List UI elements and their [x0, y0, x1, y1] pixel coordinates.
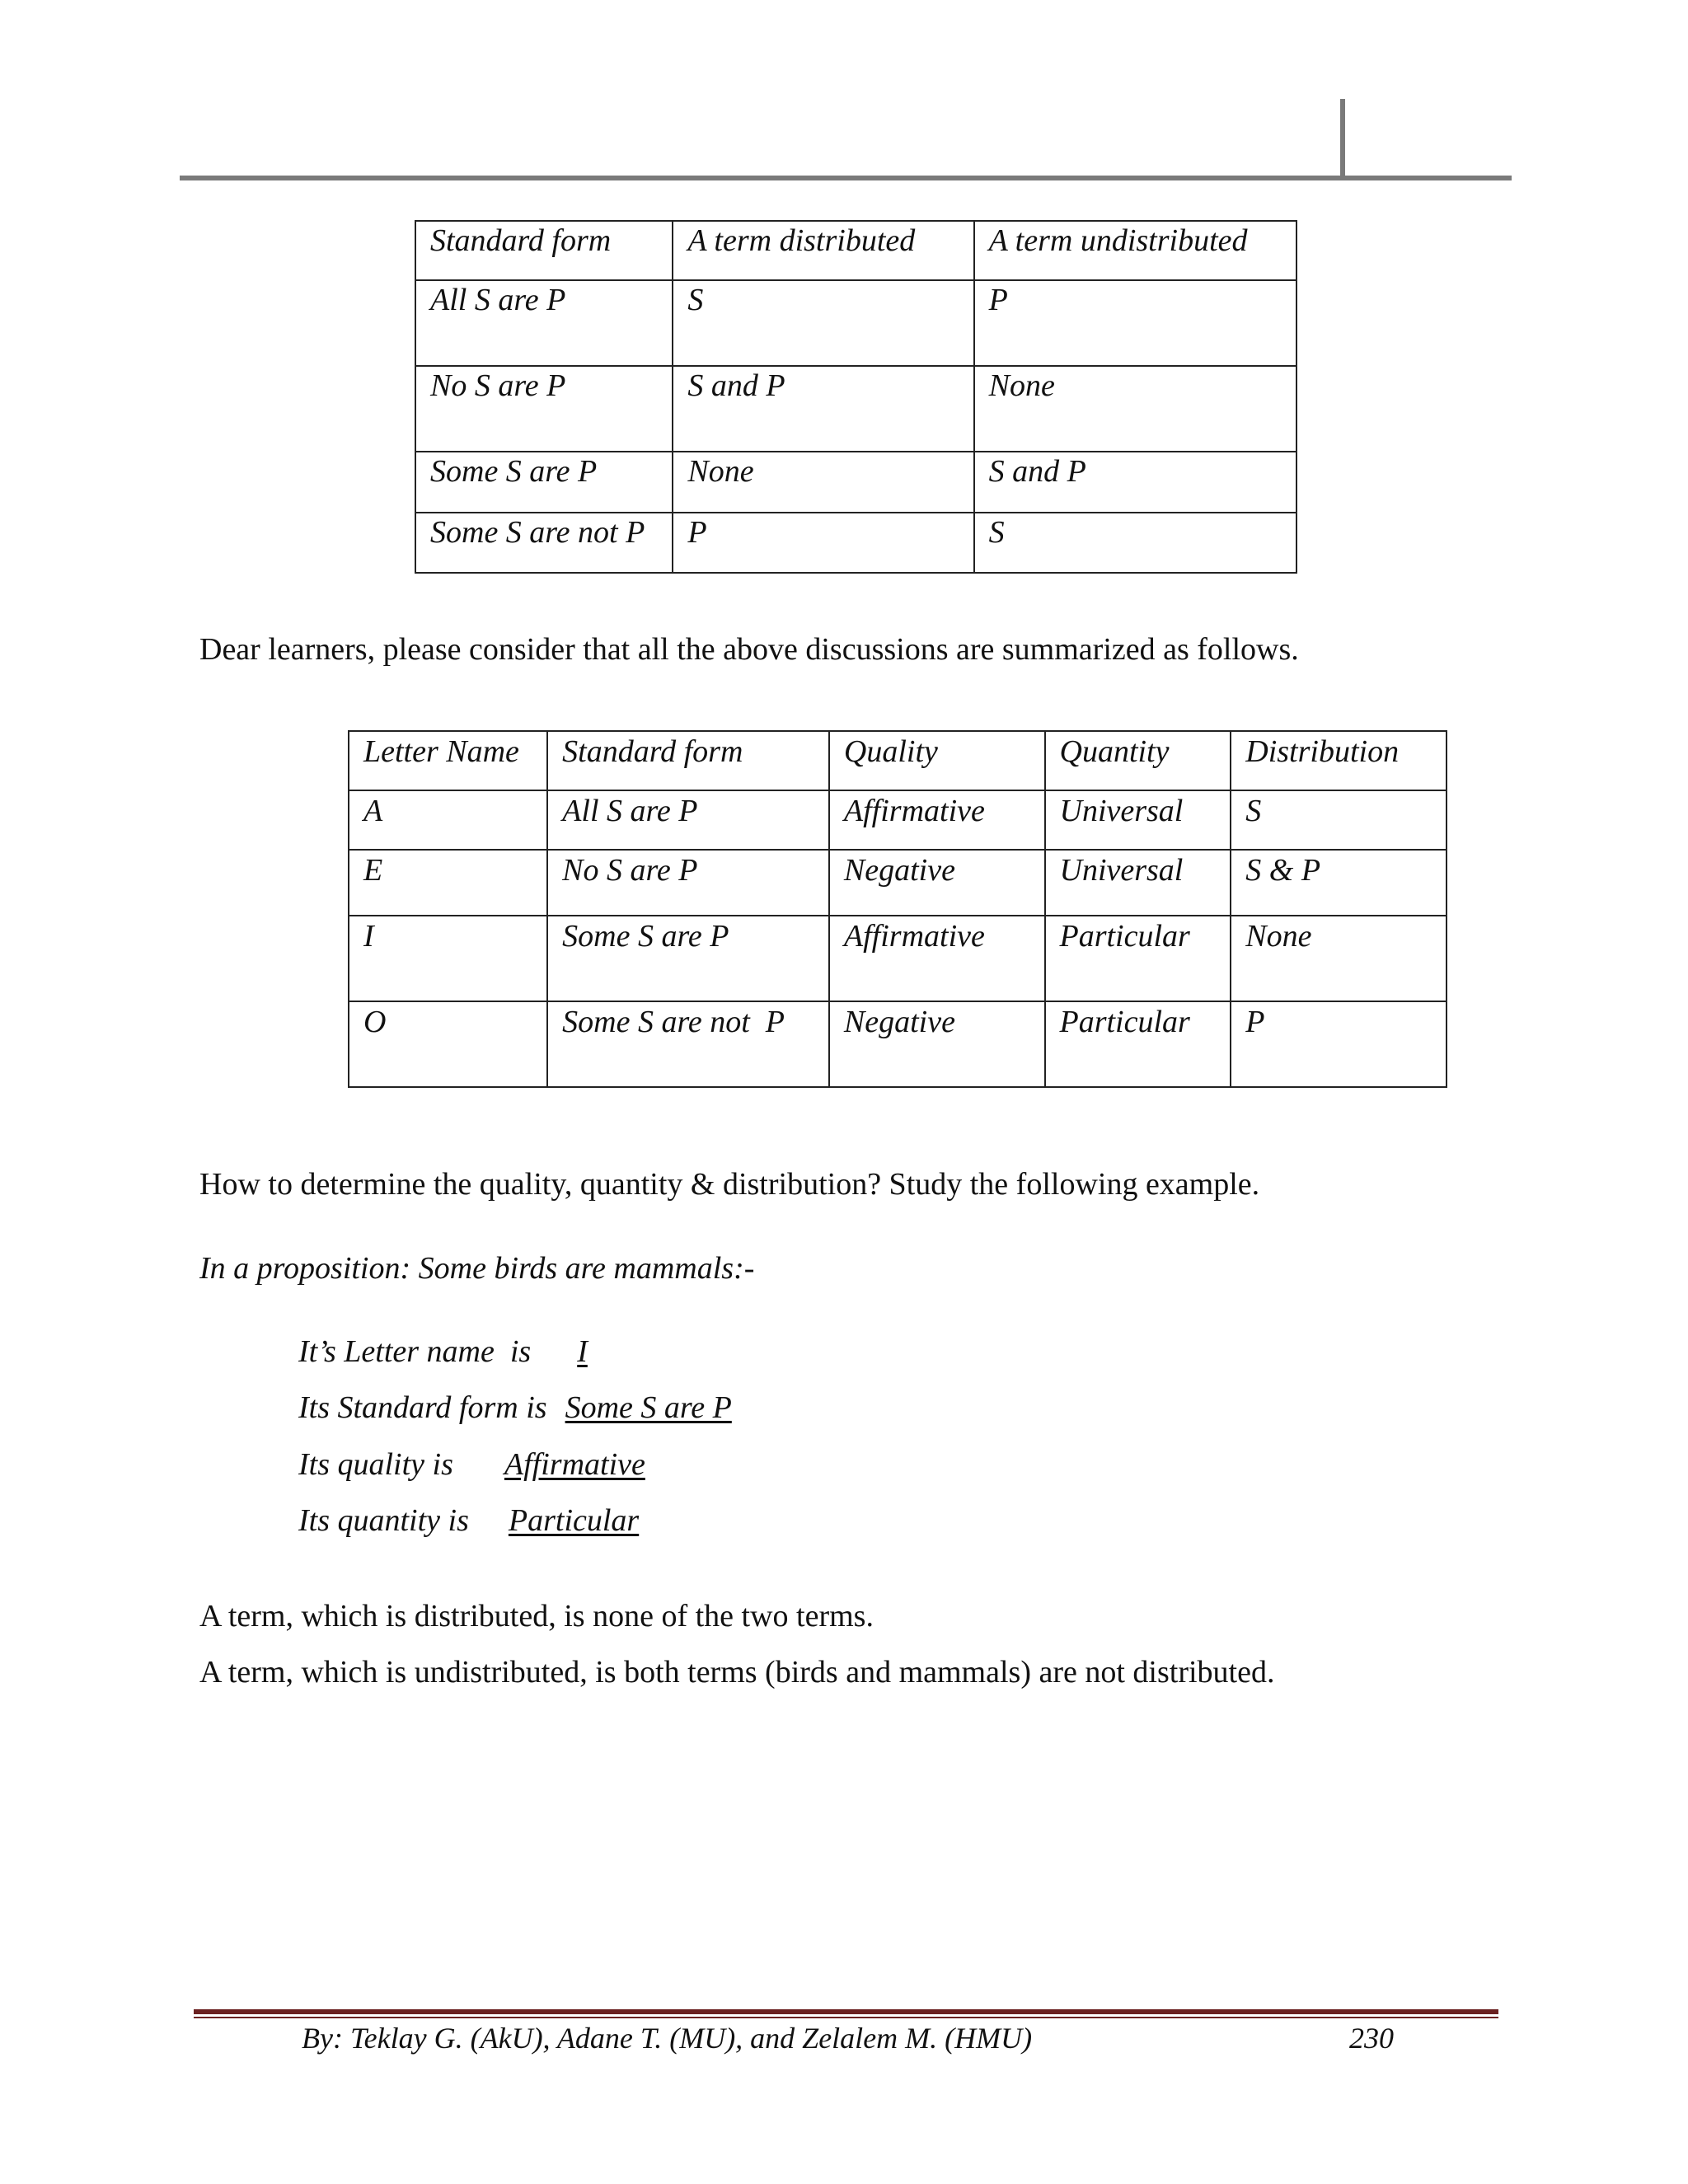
table-cell: S and P: [974, 452, 1296, 513]
question-text: How to determine the quality, quantity & distribution? Study the following example.: [199, 1167, 1260, 1202]
header-tick: [1340, 99, 1345, 180]
table-cell: Affirmative: [829, 916, 1045, 1001]
table-cell: None: [1231, 916, 1447, 1001]
table-row: [415, 280, 1296, 366]
table-cell: O: [349, 1001, 547, 1087]
example-label: Its quantity is: [298, 1503, 469, 1538]
example-value: Particular: [508, 1503, 640, 1538]
table-cell: S & P: [1231, 850, 1447, 916]
table-header-cell: Distribution: [1231, 731, 1447, 790]
table-header-cell: Letter Name: [349, 731, 547, 790]
table-header-cell: Quality: [829, 731, 1045, 790]
table-cell: Affirmative: [829, 790, 1045, 850]
example-value: Affirmative: [504, 1447, 645, 1482]
table-header-cell: Standard form: [547, 731, 829, 790]
table-cell: Universal: [1045, 790, 1231, 850]
example-intro: In a proposition: Some birds are mammals:-: [199, 1251, 755, 1286]
example-value: Some S are P: [565, 1390, 732, 1425]
example-label: It’s Letter name is: [298, 1334, 532, 1369]
table-row: [415, 513, 1296, 573]
distribution-table: [415, 220, 1297, 574]
table-cell: Some S are P: [415, 452, 673, 513]
footer-rule-thin: [194, 2017, 1498, 2018]
table-cell: Some S are not P: [415, 513, 673, 573]
table-cell: S and P: [673, 366, 973, 452]
table-cell: P: [673, 513, 973, 573]
table-cell: E: [349, 850, 547, 916]
table-row: [349, 916, 1447, 1001]
table-header-cell: A term distributed: [673, 221, 973, 280]
table-cell: No S are P: [547, 850, 829, 916]
table-cell: Particular: [1045, 1001, 1231, 1087]
table-cell: Negative: [829, 1001, 1045, 1087]
table-cell: P: [1231, 1001, 1447, 1087]
table-cell: S: [673, 280, 973, 366]
table-cell: Some S are P: [547, 916, 829, 1001]
table-cell: Negative: [829, 850, 1045, 916]
example-value: I: [577, 1334, 588, 1369]
summary-table: [348, 730, 1447, 1088]
conclusion-undistributed: A term, which is undistributed, is both terms (birds and mammals) are not distributed.: [199, 1655, 1275, 1690]
table-row: [415, 452, 1296, 513]
footer-rule: [194, 2009, 1498, 2014]
table-row: [415, 366, 1296, 452]
table-header-cell: Quantity: [1045, 731, 1231, 790]
table-header-row: [415, 221, 1296, 280]
table-cell: A: [349, 790, 547, 850]
table-row: [349, 850, 1447, 916]
table-cell: P: [974, 280, 1296, 366]
table-header-row: [349, 731, 1447, 790]
footer-authors: By: Teklay G. (AkU), Adane T. (MU), and Zelalem M. (HMU): [302, 2022, 1033, 2055]
table-cell: All S are P: [415, 280, 673, 366]
example-quality: [298, 1446, 645, 1483]
header-rule: [180, 176, 1512, 180]
table-cell: None: [673, 452, 973, 513]
example-letter-name: [298, 1333, 588, 1370]
table-cell: Some S are not P: [547, 1001, 829, 1087]
table-row: [349, 790, 1447, 850]
table-row: [349, 1001, 1447, 1087]
table-cell: Particular: [1045, 916, 1231, 1001]
table-cell: All S are P: [547, 790, 829, 850]
example-label: Its quality is: [298, 1447, 453, 1482]
table-cell: Universal: [1045, 850, 1231, 916]
table-header-cell: Standard form: [415, 221, 673, 280]
page-number: 230: [1349, 2022, 1394, 2055]
conclusion-distributed: A term, which is distributed, is none of the two terms.: [199, 1599, 874, 1633]
table-header-cell: A term undistributed: [974, 221, 1296, 280]
table-cell: S: [974, 513, 1296, 573]
table-cell: S: [1231, 790, 1447, 850]
example-quantity: [298, 1502, 639, 1539]
table-cell: No S are P: [415, 366, 673, 452]
table-cell: None: [974, 366, 1296, 452]
example-label: Its Standard form is: [298, 1390, 547, 1425]
table-cell: I: [349, 916, 547, 1001]
summary-intro: Dear learners, please consider that all the above discussions are summarized as follows.: [199, 632, 1299, 667]
example-standard-form: [298, 1390, 732, 1426]
